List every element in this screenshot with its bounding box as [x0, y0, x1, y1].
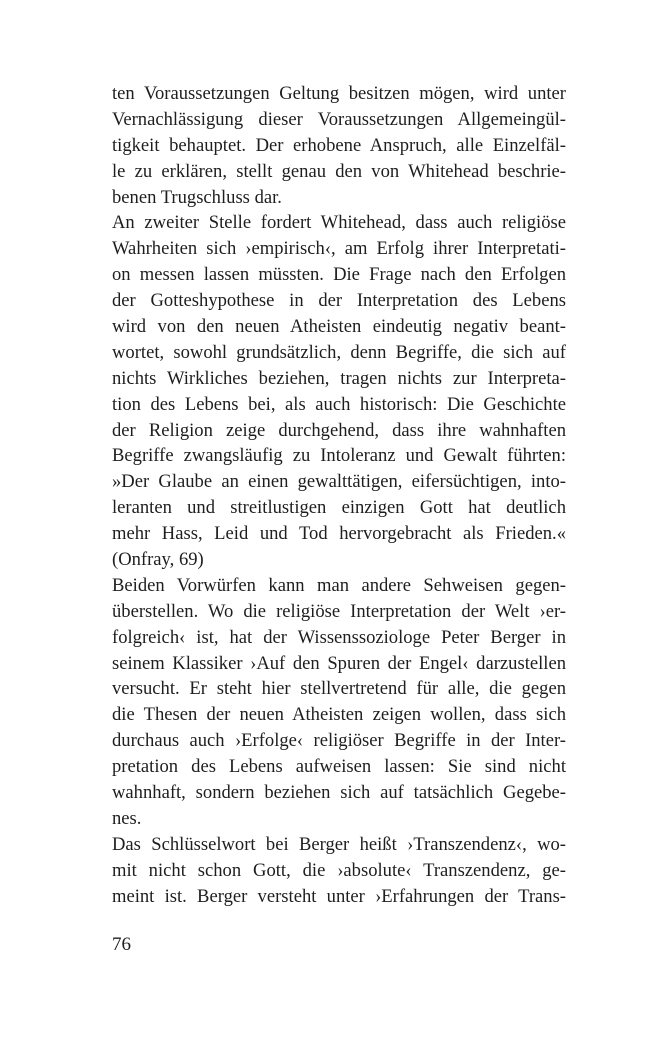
text-line: Das Schlüsselwort bei Berger heißt ›Transzendenz‹, wo- — [112, 833, 566, 855]
paragraph-4 — [112, 832, 566, 910]
paragraph-2 — [112, 210, 566, 572]
text-line: versucht. Er steht hier stellvertretend für alle, die gegen — [112, 678, 566, 700]
text-line: tigkeit behauptet. Der erhobene Anspruch, alle Einzelfäl- — [112, 134, 566, 156]
text-line: on messen lassen müssten. Die Frage nach den Erfolgen — [112, 264, 566, 286]
paragraph-3 — [112, 573, 566, 832]
text-line: »Der Glaube an einen gewalttätigen, eifersüchtigen, into- — [112, 471, 566, 493]
text-line: der Gotteshypothese in der Interpretation des Lebens — [112, 290, 566, 312]
text-line: tion des Lebens bei, als auch historisch: Die Geschichte — [112, 393, 566, 415]
text-line: überstellen. Wo die religiöse Interpretation der Welt ›er- — [112, 600, 566, 622]
text-line: le zu erklären, stellt genau den von Whitehead beschrie- — [112, 160, 566, 182]
text-line: Wahrheiten sich ›empirisch‹, am Erfolg ihrer Interpretati- — [112, 238, 566, 260]
text-line: An zweiter Stelle fordert Whitehead, dass auch religiöse — [112, 212, 566, 234]
page-body — [112, 81, 566, 910]
text-line: wortet, sowohl grundsätzlich, denn Begriffe, die sich auf — [112, 341, 566, 363]
text-line: folgreich‹ ist, hat der Wissenssoziologe Peter Berger in — [112, 626, 566, 648]
text-line: pretation des Lebens aufweisen lassen: Sie sind nicht — [112, 756, 566, 778]
text-line: nes. — [112, 807, 142, 829]
text-line: Vernachlässigung dieser Voraussetzungen Allgemeingül- — [112, 108, 566, 130]
text-line: nichts Wirkliches beziehen, tragen nichts zur Interpreta- — [112, 367, 566, 389]
page-number: 76 — [112, 934, 131, 955]
text-line: wird von den neuen Atheisten eindeutig negativ beant- — [112, 316, 566, 338]
text-line: meint ist. Berger versteht unter ›Erfahrungen der Trans- — [112, 885, 566, 907]
text-line: Beiden Vorwürfen kann man andere Sehweisen gegen- — [112, 574, 566, 596]
text-line: seinem Klassiker ›Auf den Spuren der Engel‹ darzustellen — [112, 652, 566, 674]
text-line: mehr Hass, Leid und Tod hervorgebracht als Frieden.« — [112, 523, 566, 545]
text-line: die Thesen der neuen Atheisten zeigen wollen, dass sich — [112, 704, 566, 726]
text-line: durchaus auch ›Erfolge‹ religiöser Begriffe in der Inter- — [112, 730, 566, 752]
text-line: leranten und streitlustigen einzigen Gott hat deutlich — [112, 497, 566, 519]
text-line: ten Voraussetzungen Geltung besitzen mögen, wird unter — [112, 83, 566, 104]
text-line: der Religion zeige durchgehend, dass ihre wahnhaften — [112, 419, 566, 441]
text-line: (Onfray, 69) — [112, 549, 204, 571]
text-line: benen Trugschluss dar. — [112, 186, 282, 208]
text-line: Begriffe zwangsläufig zu Intoleranz und Gewalt führten: — [112, 445, 566, 467]
text-line: wahnhaft, sondern beziehen sich auf tatsächlich Gegebe- — [112, 782, 566, 804]
text-line: mit nicht schon Gott, die ›absolute‹ Transzendenz, ge- — [112, 859, 566, 881]
paragraph-1 — [112, 81, 566, 210]
